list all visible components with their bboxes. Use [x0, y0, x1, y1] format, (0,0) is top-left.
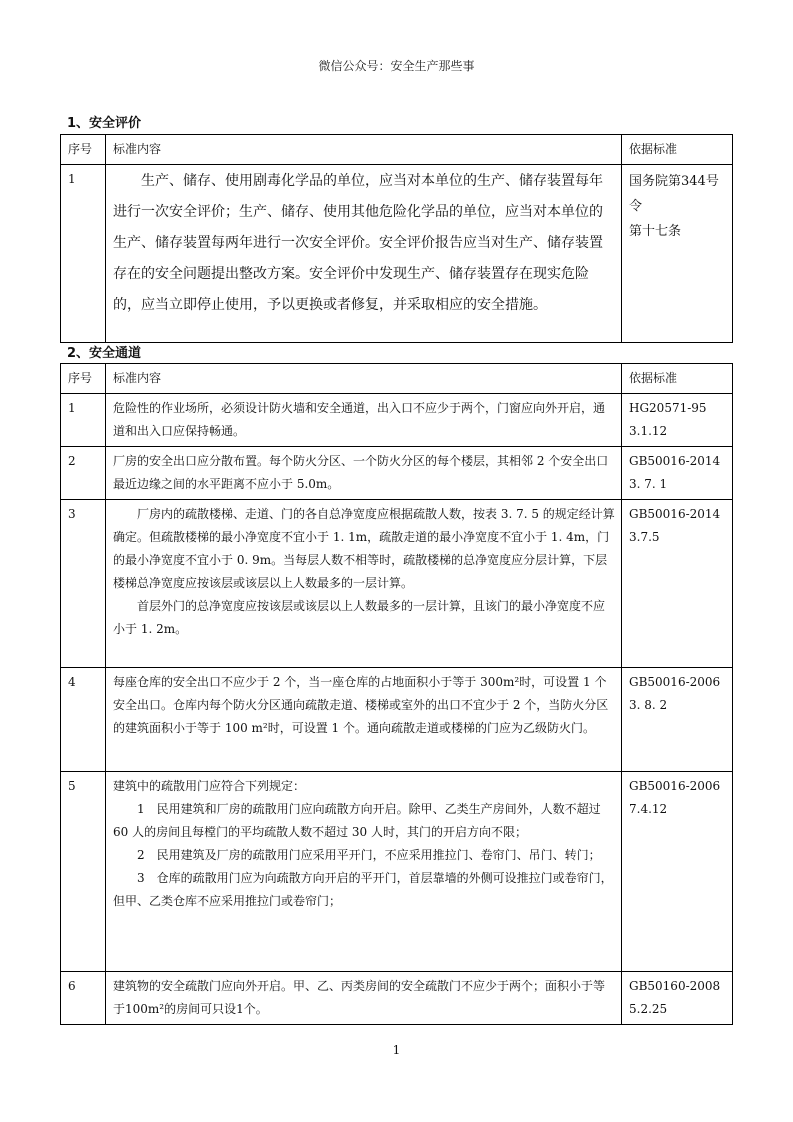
- row-content: [106, 447, 622, 500]
- column-header-no: 序号: [61, 135, 106, 165]
- row-paragraph: 1 民用建筑和厂房的疏散用门应向疏散方向开启。除甲、乙类生产房间外，人数不超过 60 人的房间且每樘门的平均疏散人数不超过 30 人时，其门的开启方向不限；: [113, 802, 601, 839]
- column-header-basis: 依据标准: [622, 135, 733, 165]
- row-basis: [622, 668, 733, 772]
- basis-standard: GB50016-2006: [629, 779, 721, 793]
- basis-clause: 3. 7. 1: [629, 477, 668, 491]
- row-basis: [622, 394, 733, 447]
- row-content: 生产、储存、使用剧毒化学品的单位，应当对本单位的生产、储存装置每年进行一次安全评价；生产、储存、使用其他危险化学品的单位，应当对本单位的生产、储存装置每两年进行一次安全评价。安全评价报告应当对生产、储存装置存在的安全问题提出整改方案。安全评价中发现生产、储存装置存在现实危险的，应当立即停止使用，予以更换或者修复，并采取相应的安全措施。: [106, 165, 622, 343]
- page-header: 微信公众号：安全生产那些事: [318, 59, 475, 73]
- row-paragraph: 建筑物的安全疏散门应向外开启。甲、乙、丙类房间的安全疏散门不应少于两个；面积小于等于100m²的房间可只设1个。: [113, 979, 606, 1016]
- basis-clause: 5.2.25: [629, 1002, 668, 1016]
- table-row: [61, 500, 733, 668]
- row-basis: [622, 772, 733, 972]
- row-paragraph: 危险性的作业场所，必须设计防火墙和安全通道，出入口不应少于两个，门窗应向外开启，通道和出入口应保持畅通。: [113, 401, 606, 438]
- row-content: [106, 972, 622, 1025]
- table-header-row: [61, 135, 733, 165]
- row-basis: [622, 500, 733, 668]
- row-basis: [622, 447, 733, 500]
- row-content: [106, 772, 622, 972]
- row-paragraph: 3 仓库的疏散用门应为向疏散方向开启的平开门，首层靠墙的外侧可设推拉门或卷帘门，但甲、乙类仓库不应采用推拉门或卷帘门；: [113, 871, 613, 908]
- row-number: 1: [61, 394, 106, 447]
- row-basis: [622, 972, 733, 1025]
- basis-clause: 3.1.12: [629, 424, 668, 438]
- table-row: [61, 668, 733, 772]
- table-row: [61, 772, 733, 972]
- row-paragraph: 厂房的安全出口应分散布置。每个防火分区、一个防火分区的每个楼层，其相邻 2 个安全出口最近边缘之间的水平距离不应小于 5.0m。: [113, 454, 609, 491]
- row-number: 6: [61, 972, 106, 1025]
- column-header-content: 标准内容: [106, 364, 622, 394]
- basis-clause: 7.4.12: [629, 802, 668, 816]
- column-header-content: 标准内容: [106, 135, 622, 165]
- row-content: [106, 668, 622, 772]
- row-number: 3: [61, 500, 106, 668]
- page-number: 1: [392, 1043, 401, 1057]
- table-header-row: [61, 364, 733, 394]
- section-title-safety-evaluation: 1、安全评价: [67, 116, 142, 131]
- basis-standard: GB50016-2014: [629, 454, 721, 468]
- row-paragraph: 2 民用建筑及厂房的疏散用门应采用平开门，不应采用推拉门、卷帘门、吊门、转门；: [137, 848, 601, 862]
- safety-evaluation-table: [60, 134, 733, 343]
- basis-clause: 第十七条: [629, 224, 682, 239]
- basis-standard: GB50016-2006: [629, 675, 721, 689]
- table-row: [61, 165, 733, 343]
- row-number: 4: [61, 668, 106, 772]
- column-header-no: 序号: [61, 364, 106, 394]
- basis-standard: GB50160-2008: [629, 979, 721, 993]
- row-paragraph: 建筑中的疏散用门应符合下列规定：: [113, 779, 306, 793]
- table-row: [61, 447, 733, 500]
- table-row: [61, 972, 733, 1025]
- safety-passage-table: [60, 363, 733, 1025]
- row-paragraph: 厂房内的疏散楼梯、走道、门的各自总净宽度应根据疏散人数，按表 3. 7. 5 的规定经计算确定。但疏散楼梯的最小净宽度不宜小于 1. 1m，疏散走道的最小净宽度不宜小于 1. 4m，门的最小净宽度不宜小于 0. 9m。当每层人数不相等时，疏散楼梯的总净宽度应分层计算，下层楼梯总净宽度应按该层或该层以上人数最多的一层计算。: [113, 507, 615, 590]
- basis-clause: 3.7.5: [629, 530, 660, 544]
- row-content: [106, 500, 622, 668]
- basis-standard: HG20571-95: [629, 401, 707, 415]
- row-paragraph: 首层外门的总净宽度应按该层或该层以上人数最多的一层计算，且该门的最小净宽度不应小于 1. 2m。: [113, 599, 606, 636]
- row-paragraph: 每座仓库的安全出口不应少于 2 个，当一座仓库的占地面积小于等于 300m²时，可设置 1 个安全出口。仓库内每个防火分区通向疏散走道、楼梯或室外的出口不宜少于 2 个，当防火分区的建筑面积小于等于 100 m²时，可设置 1 个。通向疏散走道或楼梯的门应为乙级防火门。: [113, 675, 609, 735]
- row-number: 2: [61, 447, 106, 500]
- row-number: 1: [61, 165, 106, 343]
- basis-standard: GB50016-2014: [629, 507, 721, 521]
- row-number: 5: [61, 772, 106, 972]
- basis-clause: 3. 8. 2: [629, 698, 668, 712]
- row-content: [106, 394, 622, 447]
- row-basis: [622, 165, 733, 343]
- table-row: [61, 394, 733, 447]
- section-title-safety-passage: 2、安全通道: [67, 346, 142, 361]
- column-header-basis: 依据标准: [622, 364, 733, 394]
- basis-standard: 国务院第344号令: [629, 174, 719, 214]
